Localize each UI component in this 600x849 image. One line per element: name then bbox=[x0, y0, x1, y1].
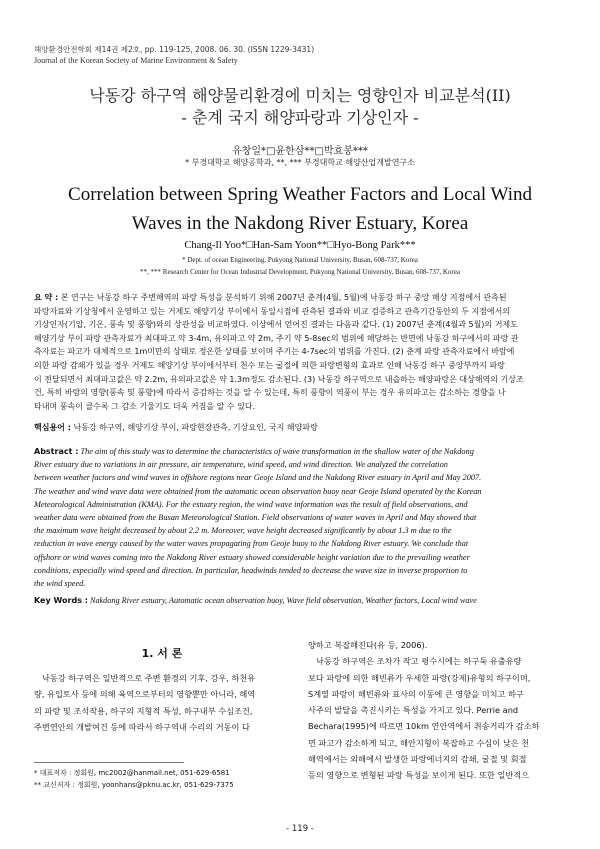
body-left-column bbox=[34, 670, 292, 735]
keywords-en-text: Nakdong River estuary, Automatic ocean observation buoy, Wave field observation, Weather factors, Local wind wave bbox=[89, 596, 477, 605]
title-ko-line1: 낙동강 하구역 해양물리환경에 미치는 영향인자 비교분석(II) bbox=[89, 86, 511, 105]
abstract-ko bbox=[34, 291, 566, 413]
affiliation-en-line2: **, *** Research Center for Ocean Industrial Development, Pukyong National University, Busan, 608-737, Korea bbox=[140, 268, 460, 276]
abstract-en-line-0: Abstract : The aim of this study was to determine the characteristics of wave transformation in the shallow water of the Nakdong bbox=[34, 447, 474, 456]
title-en-line2: Waves in the Nakdong River Estuary, Korea bbox=[131, 213, 469, 234]
journal-citation: 해양환경안전학회 제14권 제2호, pp. 119-125, 2008. 06. 30. (ISSN 1229-3431) bbox=[34, 45, 315, 54]
body-right-line-1: 낙동강 하구역은 조차가 작고 평수시에는 하구둑 유출유량 bbox=[316, 656, 522, 667]
section-title: 1. 서 론 bbox=[141, 647, 183, 660]
abstract-ko-line-3: 해양기상 부이 파랑 관측자료가 최대파고 약 3-4m, 유의파고 약 2m, 주기 약 5-8sec의 범위에 해당하는 반면에 낙동강 하구에서의 파랑 관 bbox=[34, 333, 519, 343]
body-right-line-4: 사주의 발달을 촉진시키는 특성을 가지고 있다. Perrie and bbox=[308, 705, 519, 716]
body-right-line-0: 양하고 복잡해진다(유 등, 2006). bbox=[308, 640, 428, 650]
abstract-en-line-10: the wind speed. bbox=[34, 579, 86, 589]
page-number: - 119 - bbox=[286, 824, 314, 834]
abstract-en-line-6: the maximum wave height decreased by about 2.2 m. Moreover, wave height decreased significantly by about 1.3 m due to the bbox=[34, 526, 452, 536]
abstract-en-line-5: weather data were obtained from the Busan Meteorological Station. Field observations of water waves in April and May showed that bbox=[34, 513, 477, 523]
body-left-line-3: 주변연안의 개발여건 등에 따라서 하구역내 수리의 거동이 다 bbox=[34, 721, 250, 732]
keywords-ko-text: 낙동강 하구역, 해양기상 부이, 파랑현장관측, 기상요인, 국지 해양파랑 bbox=[73, 423, 318, 432]
title-en-line1: Correlation between Spring Weather Factors and Local Wind bbox=[68, 184, 532, 205]
body-right-line-5: Bechara(1995)에 따르면 10km 연안역에서 취송거리가 감소하 bbox=[308, 721, 540, 732]
abstract-en-line-1: River estuary due to variations in air pressure, air temperature, wind speed, and wind direction. We analyzed the correlation bbox=[34, 460, 448, 470]
abstract-en-line-9: conditions, especially wind speed and direction. In particular, headwinds tended to decrease the wave size in inverse proportion to bbox=[34, 565, 468, 575]
keywords-en bbox=[34, 596, 566, 605]
authors-en: Chang-Il Yoo*□Han-Sam Yoon**□Hyo-Bong Park*** bbox=[184, 240, 416, 251]
abstract-ko-label: 요 약 : bbox=[34, 293, 59, 302]
footnote-1: * 대표저자 : 정회원, mc2002@hanmail.net, 051-629-6581 bbox=[34, 769, 230, 777]
abstract-en-line-3: The weather and wind wave data were obtained from the automatic ocean observation buoy near Geoje Island operated by the Korean bbox=[34, 486, 482, 496]
body-left-line-2: 의 파랑 및 조석작용, 하구의 지형적 특성, 하구내부 수심조건, bbox=[34, 705, 253, 716]
keywords-ko bbox=[34, 422, 566, 433]
abstract-en-line-8: offshore or wind waves coming into the Nakdong River estuary showed considerable height variation due to the prevailing weather bbox=[34, 552, 470, 562]
abstract-ko-line-2: 기상인자(기압, 기온, 풍속 및 풍향)와의 상관성을 비교하였다. 이상에서 얻어진 결과는 다음과 같다. (1) 2007년 춘계(4월과 5월)의 거제도 bbox=[34, 320, 518, 330]
affiliation-en-line1: * Dept. of ocean Engineering, Pukyong National University, Busan, 608-737, Korea bbox=[182, 256, 418, 264]
abstract-ko-line-1: 파랑자료와 기상청에서 운영하고 있는 거제도 해양기상 부이에서 동일시점에 관측된 결과와 비교 검증하고 관측기간동안의 두 지점에서의 bbox=[34, 306, 511, 316]
body-right-line-2: 보다 파랑에 의한 해빈류가 우세한 파랑(강제)유형의 하구이며, bbox=[308, 672, 531, 683]
body-right-line-6: 면 파고가 감소하게 되고, 해안지형이 복잡하고 수심이 낮은 천 bbox=[308, 737, 530, 748]
affiliation-ko: * 부경대학교 해양공학과, **, *** 부경대학교 해양산업개발연구소 bbox=[185, 158, 415, 167]
abstract-ko-line-5: 의한 파랑 감쇄가 있을 경우 거제도 해양기상 부이에서부터 천수 또는 굴절에 의한 파랑변형의 효과로 인해 낙동강 하구 중앙부까지 파랑 bbox=[34, 360, 505, 370]
body-left-line-1: 량, 유입토사 등에 의해 육역으로부터의 영향뿐만 아니라, 해역 bbox=[34, 689, 256, 700]
journal-name: Journal of the Korean Society of Marine Environment & Safety bbox=[34, 56, 238, 65]
body-left-line-0: 낙동강 하구역은 일반적으로 주변 환경의 기후, 강우, 하천유 bbox=[42, 673, 256, 683]
abstract-en-line-2: between weather factors and wind waves in offshore regions near Geoje Island and the Nakdong River estuary in April and May 2007. bbox=[34, 473, 482, 483]
abstract-ko-line-0: 요 약 : 본 연구는 낙동강 하구 주변해역의 파랑 특성을 분석하기 위해 2007년 춘계(4월, 5월)에 낙동강 하구 중앙 해상 지점에서 관측된 bbox=[34, 293, 507, 302]
authors-ko: 유창일*□윤한삼**□박효봉*** bbox=[232, 146, 368, 157]
footnotes bbox=[34, 768, 234, 791]
abstract-ko-line-4: 측자료는 파고가 대체적으로 1m미만의 상태로 정온한 상태를 보이며 주기는 4-7sec의 범위를 가진다. (2) 춘계 파랑 관측자료에서 바람에 bbox=[34, 347, 515, 357]
abstract-en-line-7: reduction in wave energy caused by the water waves propagating from Geoje buoy to the Nakdong River estuary. We conclude that bbox=[34, 539, 469, 549]
body-right-column bbox=[308, 637, 566, 784]
abstract-en bbox=[34, 445, 566, 590]
abstract-en-line-4: Meteorological Administration (KMA). For the estuary region, the wind wave information was the result of field observations, and bbox=[34, 499, 468, 509]
abstract-en-label: Abstract : bbox=[34, 447, 79, 456]
footnote-2: ** 교신저자 : 정회원, yoonhans@pknu.ac.kr, 051-629-7375 bbox=[34, 780, 234, 789]
abstract-ko-line-8: 타내며 풍속이 클수록 그 감소 기울기도 더욱 커짐을 알 수 있다. bbox=[34, 401, 256, 411]
keywords-en-label: Key Words : bbox=[34, 596, 88, 605]
body-right-line-7: 해역에서는 외해에서 발생한 파랑에너지의 감쇄, 굴절 및 회절 bbox=[308, 754, 527, 765]
abstract-ko-line-7: 건, 특히 바람의 영향(풍속 및 풍향)에 따라서 증감하는 것을 알 수 있는데, 특히 풍향이 역풍이 부는 경우 유의파고는 감소하는 경향을 나 bbox=[34, 388, 506, 398]
title-ko-line2: - 춘계 국지 해양파랑과 기상인자 - bbox=[181, 108, 419, 127]
keywords-ko-label: 핵심용어 : bbox=[34, 423, 71, 432]
abstract-ko-line-6: 이 전달되면서 최대파고값은 약 2.2m, 유의파고값은 약 1.3m정도 감소된다. (3) 낙동강 하구역으로 내습하는 해양파랑은 대상해역의 기상조 bbox=[34, 374, 524, 384]
body-right-line-8: 등의 영향으로 변형된 파랑 특성을 보이게 된다. 또한 일반적으 bbox=[308, 770, 530, 781]
footnote-rule bbox=[34, 762, 184, 763]
body-right-line-3: S계열 파랑이 해빈류와 표사의 이동에 큰 영향을 미치고 하구 bbox=[308, 688, 524, 699]
